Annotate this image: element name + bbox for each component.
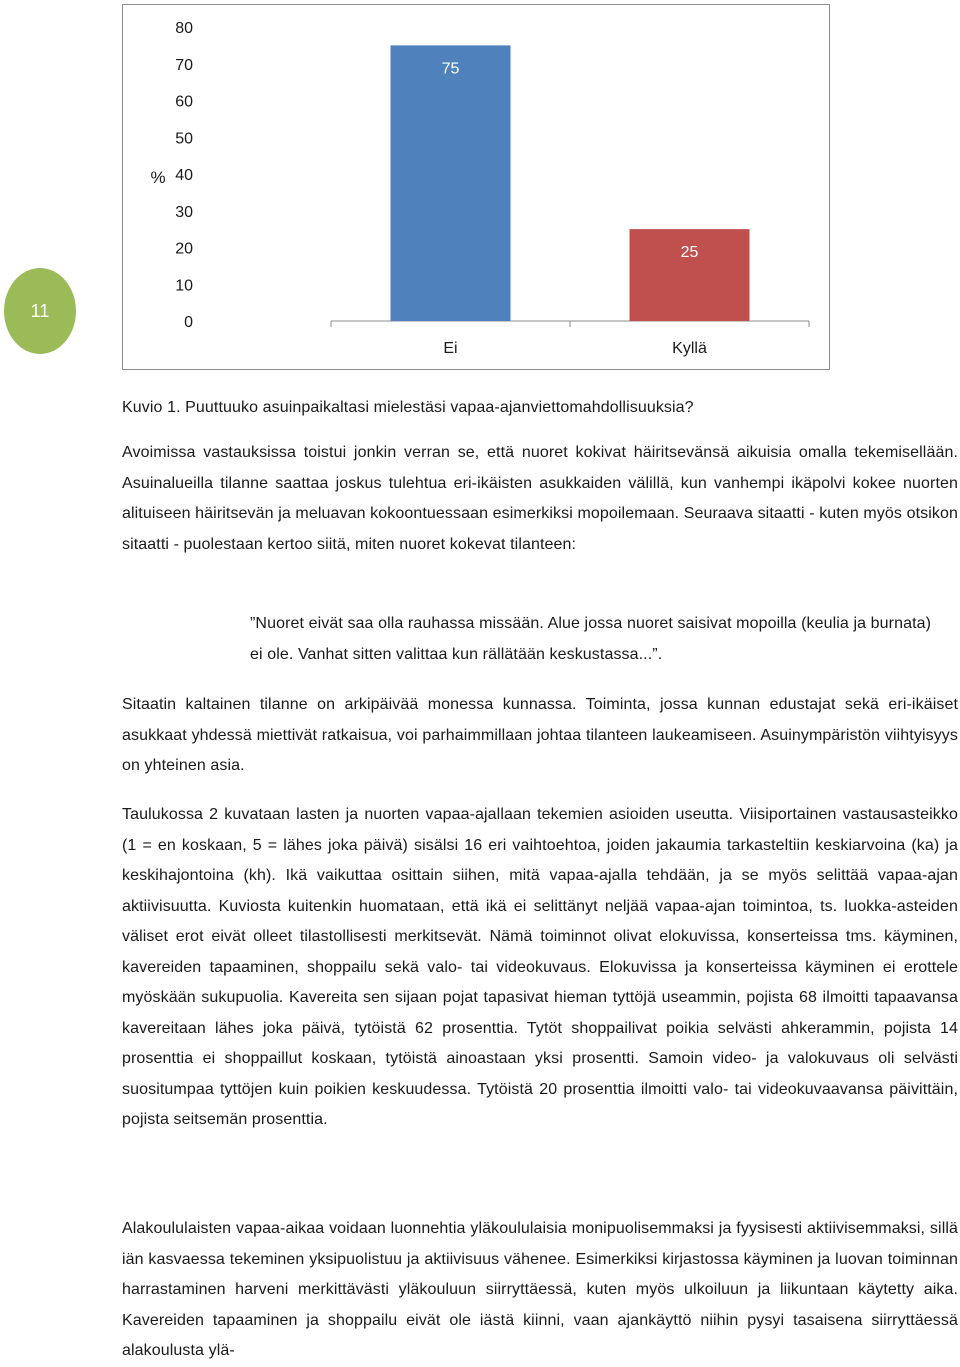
- y-tick-label-1: 10: [175, 277, 193, 295]
- page-number-badge: [4, 268, 76, 354]
- bar-chart-svg: [123, 5, 829, 369]
- paragraph-3: Taulukossa 2 kuvataan lasten ja nuorten vapaa-ajallaan tekemien asioiden useutta. Viisiportainen vastausasteikko (1 = en koskaan, 5 = lähes joka päivä) sisälsi 16 eri vaihtoehtoa, joiden jakaumia tarkasteltiin keskiarvoina (ka) ja keskihajontoina (kh). Ikä vaikuttaa osittain siihen, mitä vapaa-ajalla tehdään, ja se myös selittää vapaa-ajan aktiivisuutta. Kuviosta kuitenkin huomataan, että ikä ei selittänyt neljää vapaa-ajan toimintoa, ts. luokka-asteiden väliset erot eivät olleet tilastollisesti merkitsevät. Nämä toiminnot olivat elokuvissa, konserteissa tms. käyminen, kavereiden tapaaminen, shoppailu sekä valo- tai videokuvaus. Elokuvissa ja konserteissa käyminen ei erottele myöskään sukupuolia. Kavereita sen sijaan pojat tapasivat hieman tyttöjä useammin, pojista 68 ilmoitti tapaavansa kavereitaan lähes joka päivä, tytöistä 62 prosenttia. Tytöt shoppailivat poikia selvästi ahkerammin, pojista 14 prosenttia ei shoppaillut koskaan, tytöistä ainoastaan yksi prosentti. Samoin video- ja valokuvaus oli selvästi suositumpaa tyttöjen kuin poikien keskuudessa. Tytöistä 20 prosenttia ilmoitti valo- tai videokuvaavansa päivittäin, pojista seitsemän prosenttia.: [122, 806, 958, 1128]
- x-tick-label-kyllä: Kyllä: [672, 340, 707, 357]
- y-tick-label-3: 30: [175, 203, 193, 221]
- y-tick-label-2: 20: [175, 240, 193, 258]
- y-tick-label-6: 60: [175, 93, 193, 111]
- paragraph-1: Avoimissa vastauksissa toistui jonkin verran se, että nuoret kokivat häiritsevänsä aikuisia omalla tekemisellään. Asuinalueilla tilanne saattaa joskus tulehtua eri-ikäisten asukkaiden välillä, kun vanhempi ikäpolvi kokee nuorten alituiseen häiritsevän ja meluavan kokoontuessaan esimerkiksi mopoilemaan. Seuraava sitaatti - kuten myös otsikon sitaatti - puolestaan kertoo siitä, miten nuoret kokevat tilanteen:: [122, 444, 958, 553]
- y-tick-label-8: 80: [175, 20, 193, 37]
- bar-chart: [122, 4, 830, 370]
- paragraph-2: Sitaatin kaltainen tilanne on arkipäivää monessa kunnassa. Toiminta, jossa kunnan edustajat sekä eri-ikäiset asukkaat yhdessä miettivät ratkaisua, voi parhaimmillaan johtaa tilanteen laukeamiseen. Asuinympäristön viihtyisyys on yhteinen asia.: [122, 696, 958, 774]
- y-tick-label-0: 0: [184, 314, 193, 331]
- bar-kyllä: [630, 229, 750, 321]
- y-tick-label-5: 50: [175, 130, 193, 148]
- y-tick-label-7: 70: [175, 56, 193, 74]
- paragraph-4: Alakoululaisten vapaa-aikaa voidaan luonnehtia yläkoululaisia monipuolisemmaksi ja fyysisesti aktiivisemmaksi, sillä iän kasvaessa tekeminen yksipuolistuu ja aktiivisuus vähenee. Esimerkiksi kirjastossa käyminen ja luovan toiminnan harrastaminen harveni merkittävästi yläkouluun siirryttäessä, kuten myös ulkoiluun ja liikuntaan käytetty aika. Kavereiden tapaaminen ja shoppailu eivät ole iästä kiinni, vaan ajankäyttö niihin pysyi tasaisena siirryttäessä alakoulusta ylä-: [122, 1220, 958, 1359]
- data-label-kyllä: 25: [680, 244, 699, 262]
- block-quote: ”Nuoret eivät saa olla rauhassa missään. Alue jossa nuoret saisivat mopoilla (keulia ja burnata) ei ole. Vanhat sitten valittaa kun rällätään keskustassa...”.: [250, 615, 932, 663]
- y-tick-label-4: 40: [175, 167, 193, 184]
- bar-ei: [391, 45, 511, 321]
- page-number: 11: [30, 300, 50, 321]
- y-axis-title: %: [150, 168, 166, 187]
- x-tick-label-ei: Ei: [443, 340, 458, 357]
- data-label-ei: 75: [441, 60, 460, 78]
- figure-caption: Kuvio 1. Puuttuuko asuinpaikaltasi mielestäsi vapaa-ajanviettomahdollisuuksia?: [122, 399, 694, 416]
